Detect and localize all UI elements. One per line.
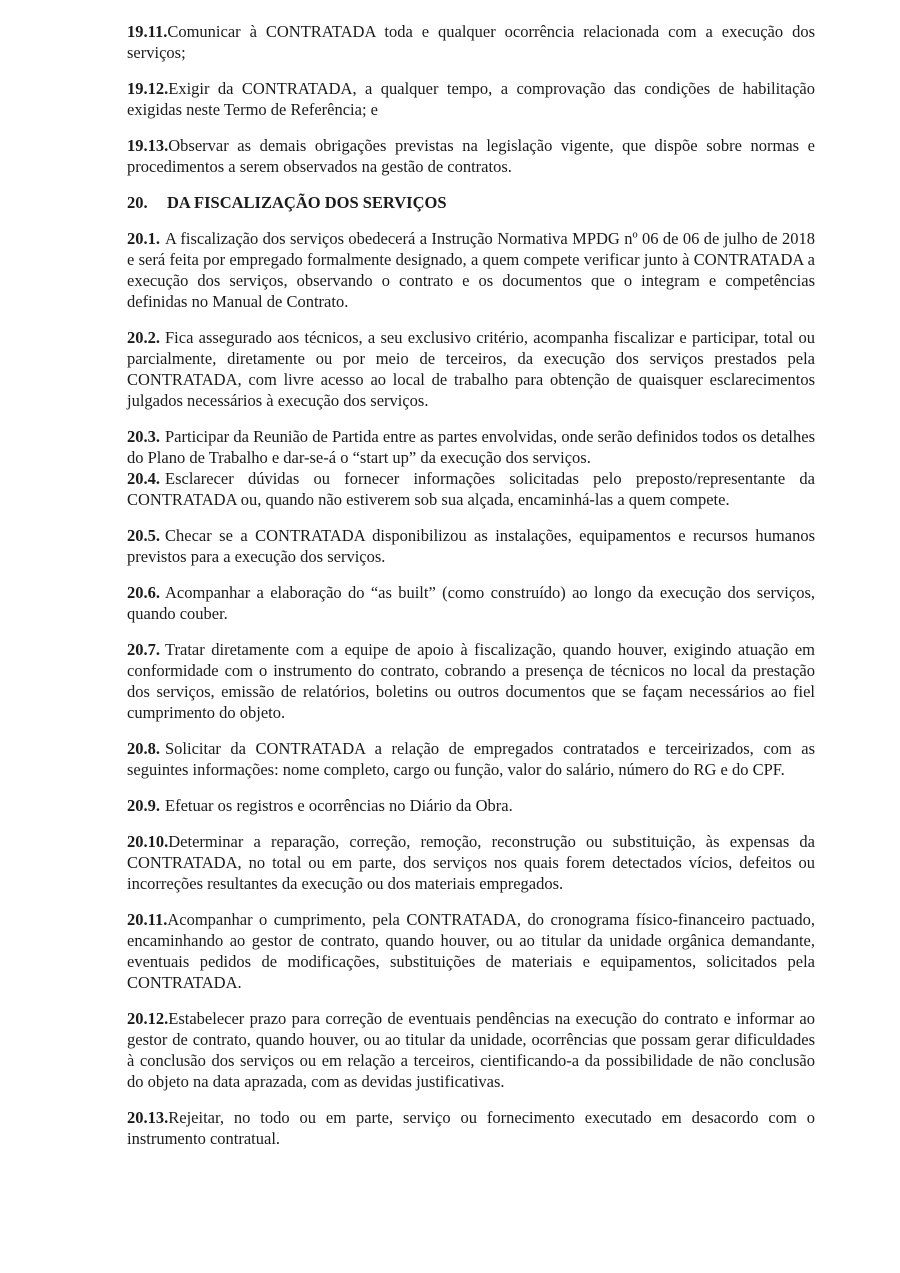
clause-number: 20.9. <box>127 796 160 815</box>
section-title: DA FISCALIZAÇÃO DOS SERVIÇOS <box>167 193 447 212</box>
clause-number: 20.11. <box>127 910 168 929</box>
clause-paragraph <box>127 525 815 567</box>
clause-text: Tratar diretamente com a equipe de apoio à fiscalização, quando houver, exigindo atuação em conformidade com o instrumento do contrato, cobrando a presença de técnicos no local da prestação dos serviços, emissão de relatórios, boletins ou outros documentos que se façam necessários ao fiel cumprimento do objeto. <box>127 640 815 722</box>
clause-text: Estabelecer prazo para correção de eventuais pendências na execução do contrato e informar ao gestor de contrato, quando houver, ou ao titular da unidade, ocorrências que possam gerar dificuldades à conclusão dos serviços ou em relação a terceiros, cientificando-a da possibilidade de não conclusão do objeto na data aprazada, com as devidas justificativas. <box>127 1009 815 1091</box>
clause-text: Esclarecer dúvidas ou fornecer informações solicitadas pelo preposto/representante da CONTRATADA ou, quando não estiverem sob sua alçada, encaminhá-las a quem compete. <box>127 469 815 509</box>
clause-text: Comunicar à CONTRATADA toda e qualquer ocorrência relacionada com a execução dos serviços; <box>127 22 815 62</box>
clause-paragraph <box>127 1008 815 1092</box>
clause-text: Observar as demais obrigações previstas na legislação vigente, que dispõe sobre normas e procedimentos a serem observados na gestão de contratos. <box>127 136 815 176</box>
clause-text: Exigir da CONTRATADA, a qualquer tempo, a comprovação das condições de habilitação exigidas neste Termo de Referência; e <box>127 79 815 119</box>
clause-number: 19.13. <box>127 136 169 155</box>
clause-number: 20.1. <box>127 229 160 248</box>
clause-text: Acompanhar o cumprimento, pela CONTRATADA, do cronograma físico-financeiro pactuado, encaminhando ao gestor de contrato, quando houver, ou ao titular da unidade orgânica demandante, eventuais pedidos de modificações, substituições de materiais e equipamentos, solicitados pela CONTRATADA. <box>127 910 815 992</box>
clause-number: 20.5. <box>127 526 160 545</box>
section-number: 20. <box>127 193 148 212</box>
clause-number: 19.11. <box>127 22 168 41</box>
clause-text: Determinar a reparação, correção, remoção, reconstrução ou substituição, às expensas da CONTRATADA, no total ou em parte, dos serviços nos quais forem detectados vícios, defeitos ou incorreções resultantes da execução ou dos materiais empregados. <box>127 832 815 893</box>
clause-number: 20.4. <box>127 469 160 488</box>
clause-text: Checar se a CONTRATADA disponibilizou as instalações, equipamentos e recursos humanos previstos para a execução dos serviços. <box>127 526 815 566</box>
clause-text: Efetuar os registros e ocorrências no Diário da Obra. <box>165 796 513 815</box>
clause-paragraph <box>127 639 815 723</box>
clause-paragraph <box>127 582 815 624</box>
clause-number: 20.2. <box>127 328 160 347</box>
clause-paragraph <box>127 795 815 816</box>
clause-number: 20.10. <box>127 832 169 851</box>
clause-number: 20.13. <box>127 1108 169 1127</box>
clause-number: 20.7. <box>127 640 160 659</box>
clause-paragraph <box>127 468 815 510</box>
clause-text: Acompanhar a elaboração do “as built” (como construído) ao longo da execução dos serviços, quando couber. <box>127 583 815 623</box>
clause-paragraph <box>127 831 815 894</box>
clause-text: Solicitar da CONTRATADA a relação de empregados contratados e terceirizados, com as seguintes informações: nome completo, cargo ou função, valor do salário, número do RG e do CPF. <box>127 739 815 779</box>
clause-paragraph <box>127 21 815 63</box>
clause-paragraph <box>127 426 815 468</box>
clause-number: 20.3. <box>127 427 160 446</box>
clause-paragraph <box>127 1107 815 1149</box>
clause-paragraph <box>127 135 815 177</box>
clause-text: Participar da Reunião de Partida entre as partes envolvidas, onde serão definidos todos os detalhes do Plano de Trabalho e dar-se-á o “start up” da execução dos serviços. <box>127 427 815 467</box>
document-content <box>127 21 815 1149</box>
clause-text: A fiscalização dos serviços obedecerá a Instrução Normativa MPDG nº 06 de 06 de julho de 2018 e será feita por empregado formalmente designado, a quem compete verificar junto à CONTRATADA a execução dos serviços, observando o contrato e os documentos que o integram e competências definidas no Manual de Contrato. <box>127 229 815 311</box>
clause-paragraph <box>127 327 815 411</box>
clause-paragraph <box>127 78 815 120</box>
section-heading <box>127 192 815 213</box>
clause-number: 20.8. <box>127 739 160 758</box>
clause-text: Rejeitar, no todo ou em parte, serviço ou fornecimento executado em desacordo com o instrumento contratual. <box>127 1108 815 1148</box>
clause-number: 20.12. <box>127 1009 169 1028</box>
clause-number: 19.12. <box>127 79 169 98</box>
clause-paragraph <box>127 909 815 993</box>
clause-text: Fica assegurado aos técnicos, a seu exclusivo critério, acompanha fiscalizar e participar, total ou parcialmente, diretamente ou por meio de terceiros, da execução dos serviços prestados pela CONTRATADA, com livre acesso ao local de trabalho para obtenção de quaisquer esclarecimentos julgados necessários à execução dos serviços. <box>127 328 815 410</box>
clause-paragraph <box>127 228 815 312</box>
clause-number: 20.6. <box>127 583 160 602</box>
clause-paragraph <box>127 738 815 780</box>
